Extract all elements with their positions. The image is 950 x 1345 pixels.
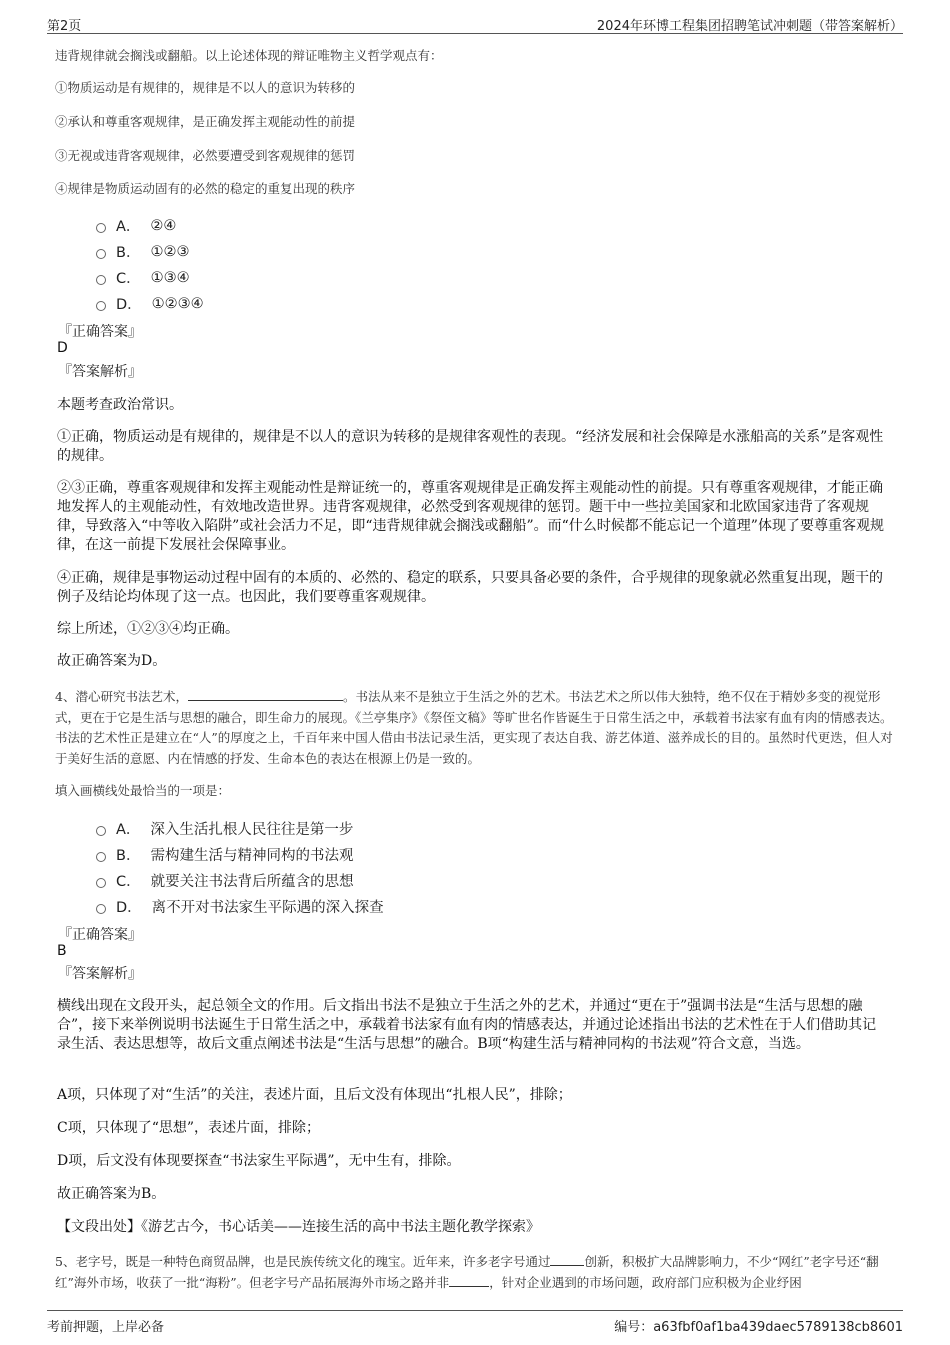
option-b[interactable] bbox=[96, 844, 353, 865]
option-key: C． bbox=[116, 271, 141, 287]
statement-2: ②承认和尊重客观规律，是正确发挥主观能动性的前提 bbox=[55, 114, 356, 129]
option-key: B． bbox=[116, 245, 141, 261]
radio-icon[interactable] bbox=[96, 826, 106, 836]
option-text: 就要关注书法背后所蕴含的思想 bbox=[150, 874, 354, 890]
option-key: A． bbox=[116, 219, 141, 235]
question-text: 。书法从来不是独立于生活之外的艺术。书法艺术之所以伟大独特，绝不仅在于精妙多变的视觉形式，更在于它是生活与思想的融合，即生命力的展现。《兰亭集序》《祭侄文稿》等旷世名作皆诞生于日常生活之中，承载着书法家有血有肉的情感表达。书法的艺术性正是建立在“人”的厚度之上，千百年来中国人借由书法记录生活，更实现了表达自我、游艺体道、滋养成长的目的。虽然时代更迭，但人对于美好生活的意愿、内在情感的抒发、生命本色的表达在根源上仍是一致的。 bbox=[55, 689, 893, 766]
option-d[interactable] bbox=[96, 896, 384, 917]
analysis-paragraph: D项，后文没有体现要探查“书法家生平际遇”，无中生有，排除。 bbox=[57, 1153, 461, 1169]
source-citation: 【文段出处】《游艺古今，书心话美——连接生活的高中书法主题化教学探索》 bbox=[57, 1219, 540, 1235]
analysis-paragraph: ②③正确，尊重客观规律和发挥主观能动性是辩证统一的，尊重客观规律是正确发挥主观能动性的前提。只有尊重客观规律，才能正确地发挥人的主观能动性，有效地改造世界。违背客观规律，必然受到客观规律的惩罚。题干中一些拉美国家和北欧国家违背了客观规律，导致落入“中等收入陷阱”或社会活力不足，即“违背规律就会搁浅或翻船”。而“什么时候都不能忘记一个道理”体现了要尊重客观规律，在这一前提下发展社会保障事业。 bbox=[57, 480, 884, 553]
radio-icon[interactable] bbox=[96, 852, 106, 862]
question-text: 5、老字号，既是一种特色商贸品牌，也是民族传统文化的瑰宝。近年来，许多老字号通过 bbox=[55, 1254, 551, 1269]
option-key: D． bbox=[116, 297, 142, 313]
document-code: 编号：a63fbf0af1ba439daec5789138cb8601 bbox=[614, 1320, 903, 1335]
correct-answer: B bbox=[57, 943, 67, 959]
radio-icon[interactable] bbox=[96, 275, 106, 285]
option-a[interactable] bbox=[96, 215, 176, 236]
analysis-paragraph: 故正确答案为D。 bbox=[57, 653, 167, 669]
correct-answer-label: 『正确答案』 bbox=[58, 927, 142, 943]
correct-answer: D bbox=[57, 340, 68, 356]
document-title: 2024年环博工程集团招聘笔试冲刺题（带答案解析） bbox=[596, 19, 903, 34]
statement-1: ①物质运动是有规律的，规律是不以人的意识为转移的 bbox=[55, 80, 356, 95]
option-text: ①②③ bbox=[150, 243, 190, 260]
option-d[interactable] bbox=[96, 293, 204, 314]
question-instruction: 填入画横线处最恰当的一项是： bbox=[55, 783, 231, 798]
option-c[interactable] bbox=[96, 267, 190, 288]
analysis-paragraph: ④正确，规律是事物运动过程中固有的本质的、必然的、稳定的联系，只要具备必要的条件，合乎规律的现象就必然重复出现，题干的例子及结论均体现了这一点。也因此，我们要尊重客观规律。 bbox=[57, 570, 883, 605]
option-key: D． bbox=[116, 900, 142, 916]
page-number: 第2页 bbox=[47, 19, 82, 34]
option-text: ①③④ bbox=[150, 269, 190, 286]
analysis-paragraph: 横线出现在文段开头，起总领全文的作用。后文指出书法不是独立于生活之外的艺术，并通过“更在于”强调书法是“生活与思想的融合”，接下来举例说明书法诞生于日常生活之中，承载着书法家有血有肉的情感表达，并通过论述指出书法的艺术性在于人们借助其记录生活、表达思想等，故后文重点阐述书法是“生活与思想”的融合。B项“构建生活与精神同构的书法观”符合文意，当选。 bbox=[57, 998, 877, 1052]
page-footer bbox=[47, 1310, 903, 1335]
question-4-stem bbox=[55, 687, 897, 769]
question-stem: 违背规律就会搁浅或翻船。以上论述体现的辩证唯物主义哲学观点有： bbox=[55, 48, 443, 63]
analysis-label: 『答案解析』 bbox=[58, 364, 142, 380]
option-a[interactable] bbox=[96, 818, 353, 839]
analysis-paragraph: C项，只体现了“思想”，表述片面，排除； bbox=[57, 1120, 321, 1136]
correct-answer-label: 『正确答案』 bbox=[58, 324, 142, 340]
analysis-paragraph: 综上所述，①②③④均正确。 bbox=[57, 621, 239, 637]
option-c[interactable] bbox=[96, 870, 354, 891]
option-key: A． bbox=[116, 822, 141, 838]
fill-blank bbox=[550, 1253, 584, 1266]
option-key: B． bbox=[116, 848, 141, 864]
option-text: ②④ bbox=[150, 217, 177, 234]
radio-icon[interactable] bbox=[96, 249, 106, 259]
radio-icon[interactable] bbox=[96, 223, 106, 233]
option-b[interactable] bbox=[96, 241, 189, 262]
radio-icon[interactable] bbox=[96, 904, 106, 914]
option-text: ①②③④ bbox=[151, 295, 204, 312]
fill-blank bbox=[188, 688, 343, 701]
fill-blank bbox=[449, 1274, 489, 1287]
option-text: 离不开对书法家生平际遇的深入探查 bbox=[151, 900, 384, 916]
analysis-paragraph: A项，只体现了对“生活”的关注，表述片面，且后文没有体现出“扎根人民”，排除； bbox=[57, 1087, 572, 1103]
option-key: C． bbox=[116, 874, 141, 890]
footer-slogan: 考前押题，上岸必备 bbox=[47, 1320, 165, 1335]
question-5-stem bbox=[55, 1252, 897, 1293]
question-text: ，针对企业遇到的市场问题，政府部门应积极为企业纾困 bbox=[489, 1274, 802, 1290]
radio-icon[interactable] bbox=[96, 878, 106, 888]
statement-3: ③无视或违背客观规律，必然要遭受到客观规律的惩罚 bbox=[55, 148, 356, 163]
analysis-paragraph: ①正确，物质运动是有规律的，规律是不以人的意识为转移的是规律客观性的表现。“经济发展和社会保障是水涨船高的关系”是客观性的规律。 bbox=[57, 429, 884, 464]
analysis-paragraph: 故正确答案为B。 bbox=[57, 1186, 166, 1202]
option-text: 深入生活扎根人民往往是第一步 bbox=[150, 822, 354, 838]
page-header bbox=[47, 13, 903, 34]
question-text: 创新，积极扩大品牌影响力，不少“网红”老字号还“翻红”海外市场，收获了一批“海粉”。但老字号产品拓展海外市场之路并非 bbox=[55, 1254, 879, 1290]
option-text: 需构建生活与精神同构的书法观 bbox=[150, 848, 354, 864]
analysis-paragraph: 本题考查政治常识。 bbox=[57, 397, 183, 413]
question-number: 4、潜心研究书法艺术， bbox=[55, 689, 188, 704]
analysis-label: 『答案解析』 bbox=[58, 966, 142, 982]
radio-icon[interactable] bbox=[96, 301, 106, 311]
statement-4: ④规律是物质运动固有的必然的稳定的重复出现的秩序 bbox=[55, 181, 356, 196]
